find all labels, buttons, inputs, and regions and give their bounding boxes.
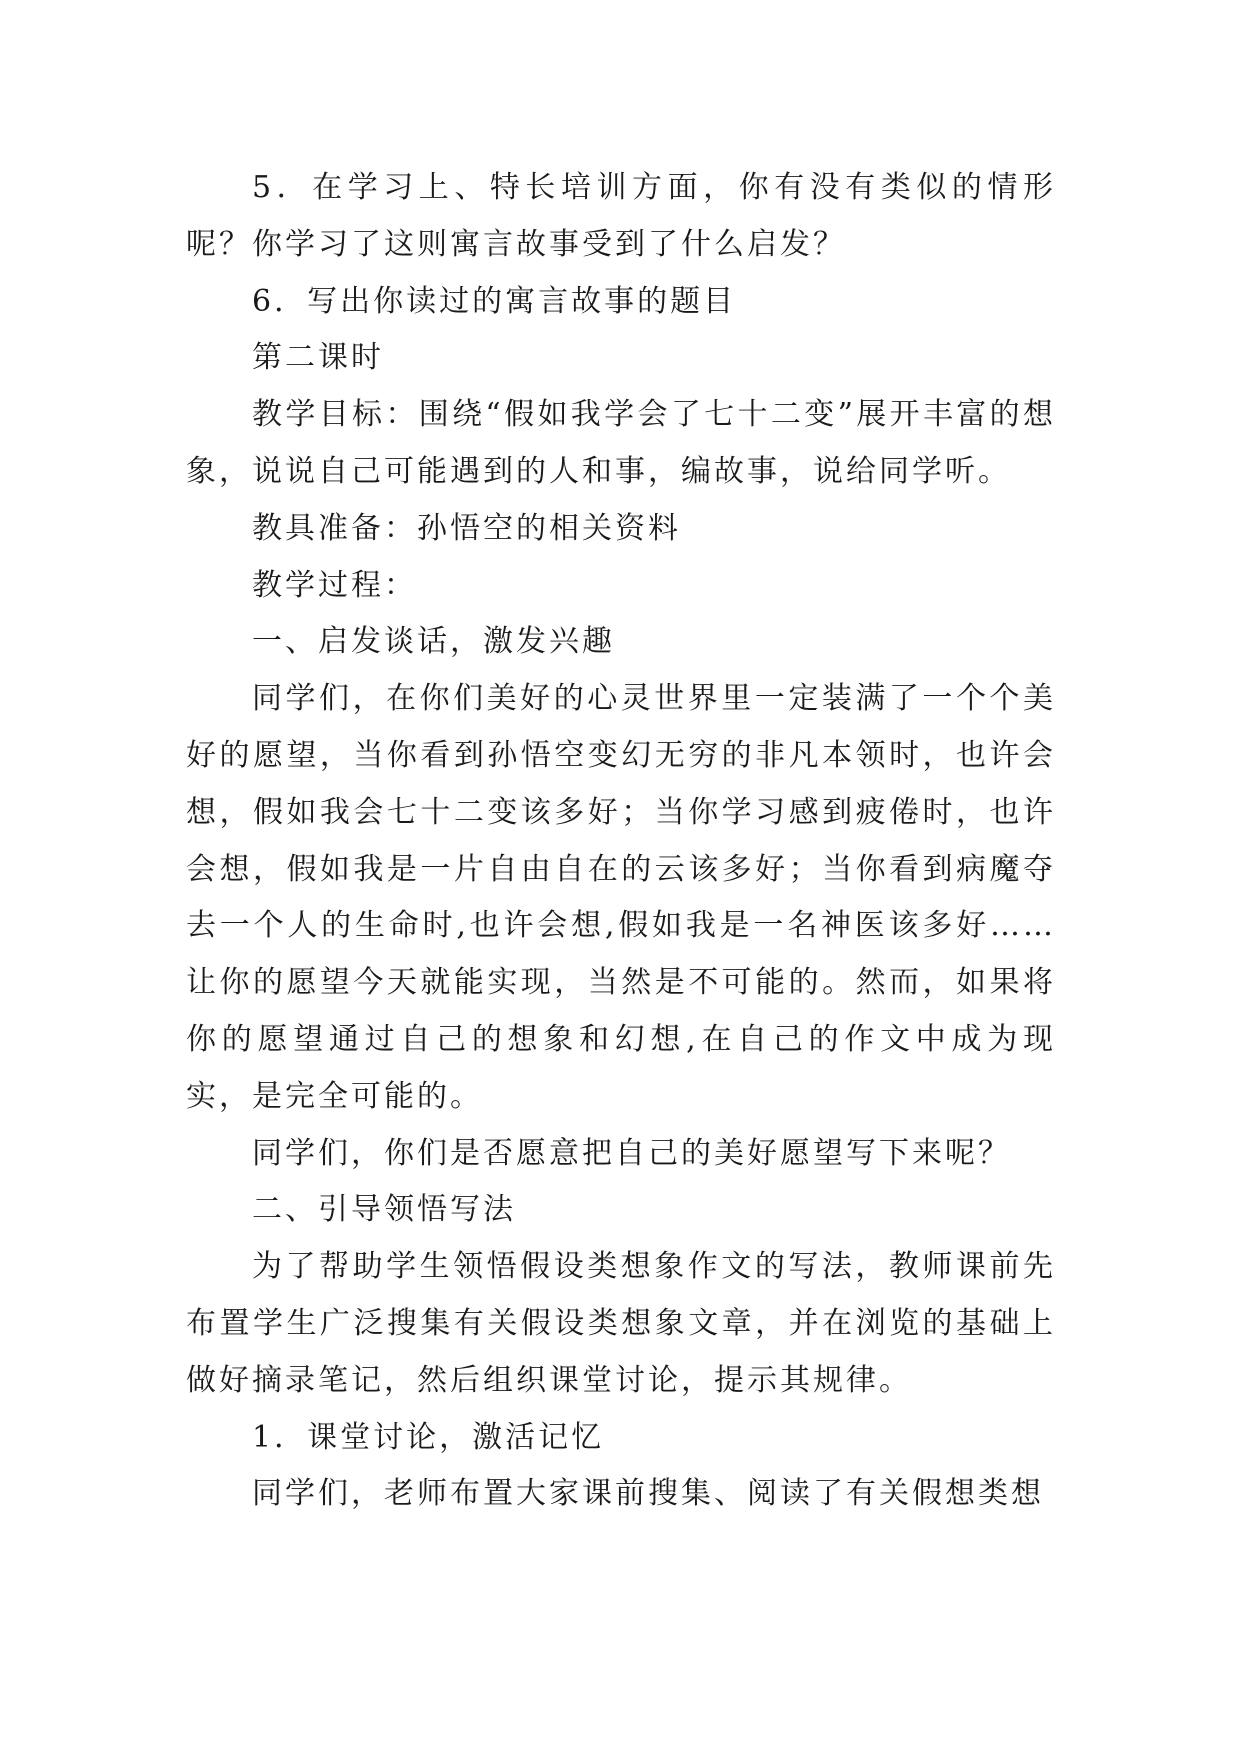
section-heading-lesson-2: 第二课时 bbox=[252, 340, 384, 376]
paragraph-class-discussion: 同学们，老师布置大家课前搜集、阅读了有关假想类想 bbox=[252, 1476, 1044, 1512]
paragraph-teaching-aids: 教具准备：孙悟空的相关资料 bbox=[252, 510, 681, 546]
paragraph-teaching-process: 教学过程： bbox=[252, 567, 417, 603]
heading-step-1: 1．课堂讨论，激活记忆 bbox=[252, 1419, 605, 1455]
paragraph-question-to-class: 同学们，你们是否愿意把自己的美好愿望写下来呢？ bbox=[252, 1135, 1011, 1171]
document-body bbox=[186, 160, 1056, 1523]
paragraph-question-6: 6．写出你读过的寓言故事的题目 bbox=[252, 283, 737, 319]
paragraph-question-5: 5．在学习上、特长培训方面，你有没有类似的情形呢？你学习了这则寓言故事受到了什么启发？ bbox=[186, 170, 1056, 262]
paragraph-writing-method: 为了帮助学生领悟假设类想象作文的写法，教师课前先布置学生广泛搜集有关假设类想象文章，并在浏览的基础上做好摘录笔记，然后组织课堂讨论，提示其规律。 bbox=[186, 1249, 1056, 1398]
paragraph-intro-talk: 同学们，在你们美好的心灵世界里一定装满了一个个美好的愿望，当你看到孙悟空变幻无穷的非凡本领时，也许会想，假如我会七十二变该多好；当你学习感到疲倦时，也许会想，假如我是一片自由自在的云该多好；当你看到病魔夺去一个人的生命时,也许会想,假如我是一名神医该多好……让你的愿望今天就能实现，当然是不可能的。然而，如果将你的愿望通过自己的想象和幻想,在自己的作文中成为现实，是完全可能的。 bbox=[186, 681, 1056, 1114]
heading-part-2: 二、引导领悟写法 bbox=[252, 1192, 516, 1228]
heading-part-1: 一、启发谈话，激发兴趣 bbox=[252, 624, 615, 660]
paragraph-teaching-goal: 教学目标：围绕“假如我学会了七十二变”展开丰富的想象，说说自己可能遇到的人和事，编故事，说给同学听。 bbox=[186, 397, 1056, 489]
